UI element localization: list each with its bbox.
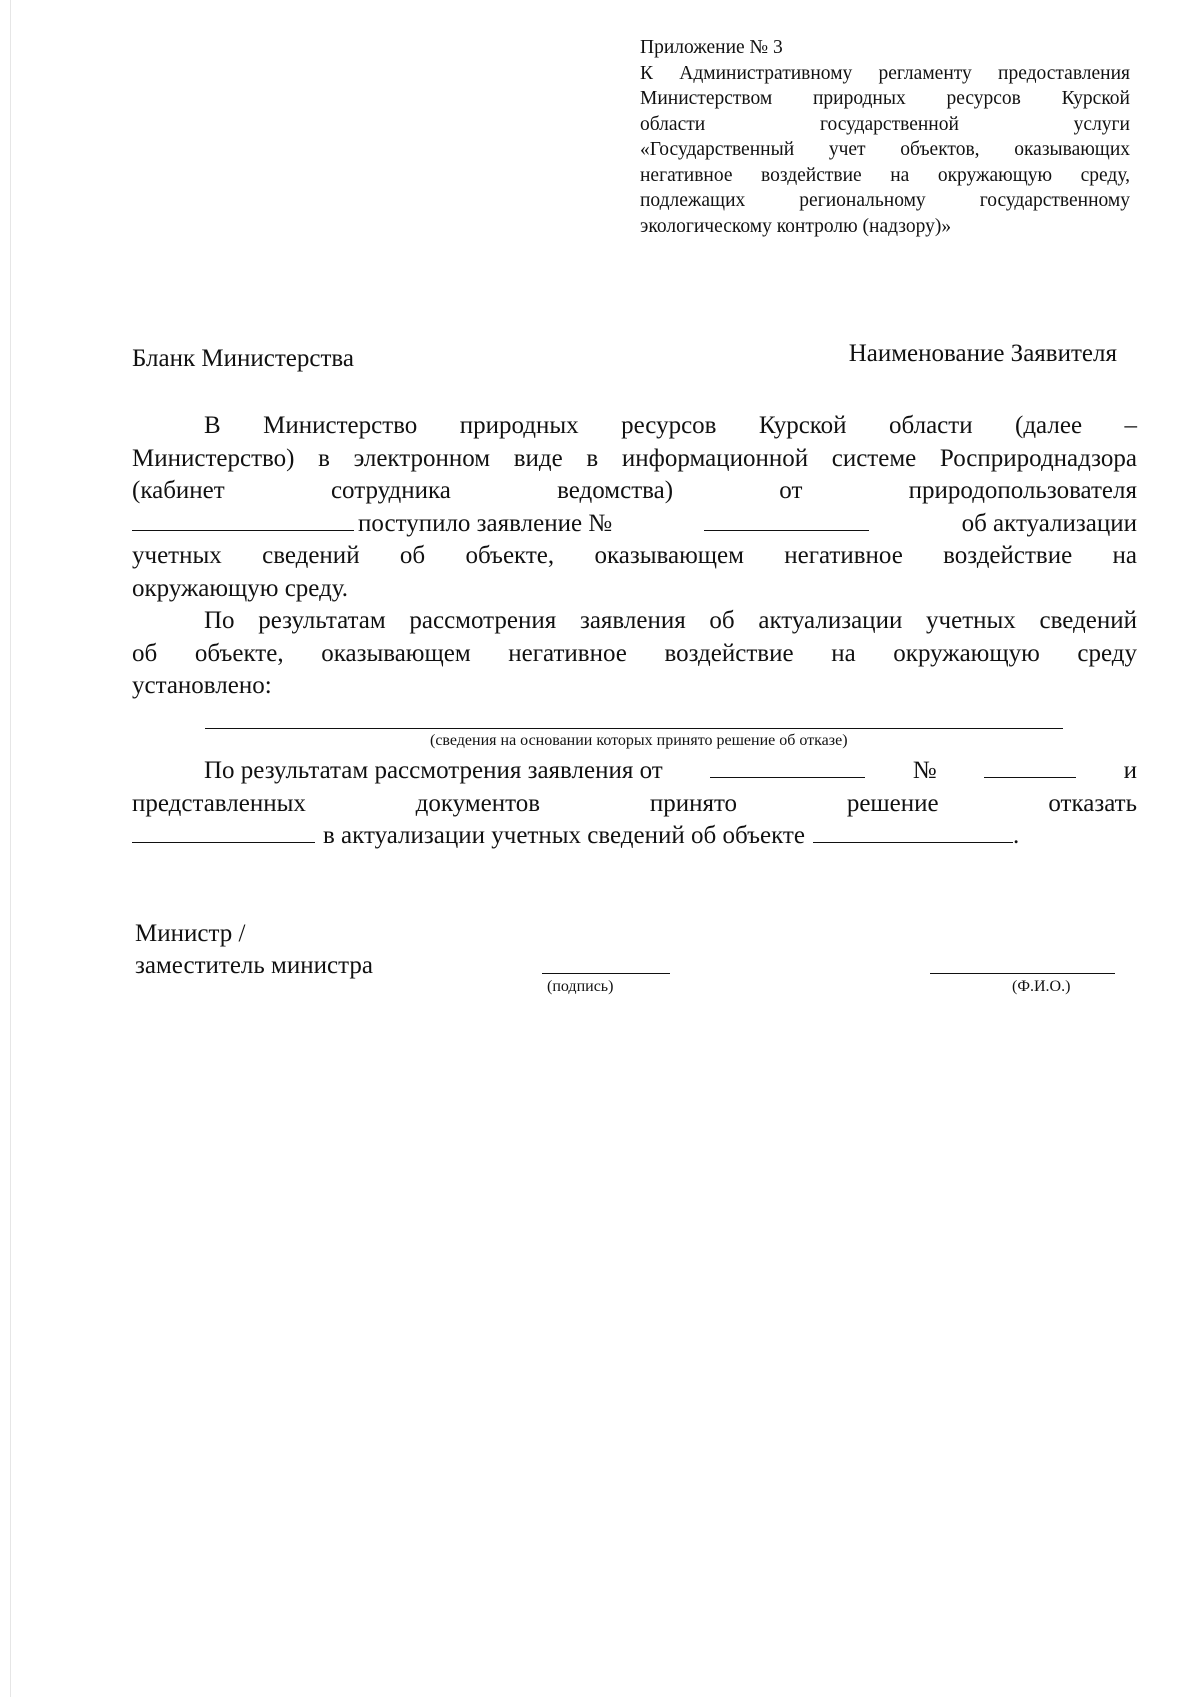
appendix-line: области государственной услуги bbox=[640, 113, 1130, 135]
appendix-block bbox=[640, 35, 1130, 239]
appendix-line: Министерством природных ресурсов Курской bbox=[640, 88, 1130, 109]
text-line: окружающую среду. bbox=[132, 574, 349, 602]
appendix-line: «Государственный учет объектов, оказывающих bbox=[640, 139, 1130, 160]
text-fragment: об актуализации bbox=[961, 509, 1137, 537]
text-line: установлено: bbox=[132, 672, 272, 699]
text-line bbox=[132, 820, 1137, 853]
appendix-line: Приложение № 3 bbox=[640, 37, 783, 58]
text-line: По результатам рассмотрения заявления об актуализации учетных сведений bbox=[204, 607, 1137, 634]
paragraph-2 bbox=[132, 605, 1137, 703]
findings-blank[interactable] bbox=[205, 728, 1063, 729]
appendix-line: подлежащих региональному государственному bbox=[640, 190, 1130, 211]
signatory-title: Министр / bbox=[135, 920, 246, 947]
text-fragment: в актуализации учетных сведений об объекте bbox=[323, 822, 805, 849]
ministry-letterhead: Бланк Министерства bbox=[132, 345, 354, 372]
paragraph-1 bbox=[132, 410, 1137, 605]
user-blank[interactable] bbox=[132, 510, 354, 531]
applicant-name: Наименование Заявителя bbox=[848, 340, 1117, 367]
signatory-block bbox=[135, 918, 373, 982]
text-line bbox=[132, 755, 1137, 788]
text-line bbox=[132, 508, 1137, 541]
text-fragment: По результатам рассмотрения заявления от bbox=[204, 757, 663, 784]
appendix-line: экологическому контролю (надзору)» bbox=[640, 215, 952, 237]
signature-label: (подпись) bbox=[547, 978, 614, 995]
text-line: (кабинет сотрудника ведомства) от природопользователя bbox=[132, 477, 1137, 504]
appendix-line: К Административному регламенту предоставления bbox=[640, 62, 1130, 84]
text-line: представленных документов принято решение отказать bbox=[132, 789, 1137, 817]
text-fragment: и bbox=[1123, 757, 1137, 784]
date-blank[interactable] bbox=[710, 757, 865, 778]
application-number-blank[interactable] bbox=[704, 510, 869, 531]
number-blank[interactable] bbox=[984, 757, 1076, 778]
object-blank[interactable] bbox=[813, 822, 1013, 843]
text-fragment: . bbox=[1012, 822, 1020, 849]
full-name-line[interactable] bbox=[930, 973, 1115, 974]
refusal-blank[interactable] bbox=[132, 822, 315, 843]
scan-edge bbox=[10, 0, 11, 1697]
appendix-line: негативное воздействие на окружающую среду, bbox=[640, 164, 1130, 186]
signature-line[interactable] bbox=[542, 973, 670, 974]
text-line: учетных сведений об объекте, оказывающем негативное воздействие на bbox=[132, 542, 1137, 569]
signatory-title: заместитель министра bbox=[135, 952, 373, 979]
text-line: В Министерство природных ресурсов Курской области (далее – bbox=[204, 412, 1137, 439]
findings-hint: (сведения на основании которых принято решение об отказе) bbox=[430, 732, 848, 749]
full-name-label: (Ф.И.О.) bbox=[1012, 978, 1071, 995]
text-line: Министерство) в электронном виде в информационной системе Росприроднадзора bbox=[132, 444, 1137, 472]
text-fragment: № bbox=[912, 757, 937, 784]
text-line: об объекте, оказывающем негативное воздействие на окружающую среду bbox=[132, 639, 1137, 667]
paragraph-3 bbox=[132, 755, 1137, 853]
text-fragment: поступило заявление № bbox=[358, 509, 613, 537]
